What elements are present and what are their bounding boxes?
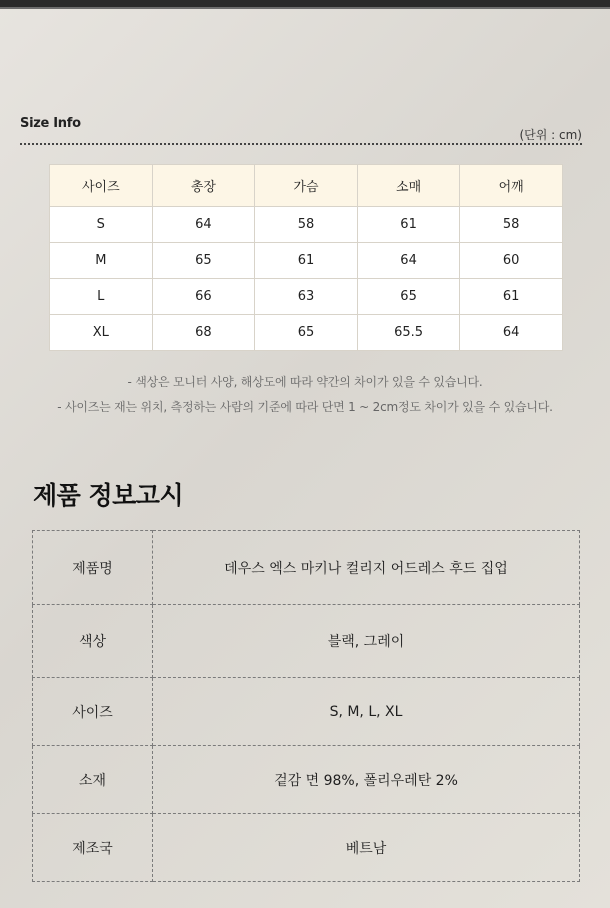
size-table: [49, 164, 563, 351]
size-cell: L: [50, 279, 153, 315]
notice-row: [33, 605, 580, 678]
size-cell: M: [50, 243, 153, 279]
size-cell: 65: [152, 243, 255, 279]
size-cell: 65: [357, 279, 460, 315]
notice-value: 겉감 면 98%, 폴리우레탄 2%: [153, 746, 580, 814]
top-bar: [0, 0, 610, 7]
size-cell: 58: [460, 207, 563, 243]
size-cell: 63: [255, 279, 358, 315]
notice-value: S, M, L, XL: [153, 678, 580, 746]
size-cell: 68: [152, 315, 255, 351]
product-notice-table: [32, 530, 580, 882]
size-table-row: [50, 207, 563, 243]
size-header-cell: 어깨: [460, 165, 563, 207]
size-cell: 61: [357, 207, 460, 243]
notice-row: [33, 531, 580, 605]
size-cell: 58: [255, 207, 358, 243]
size-table-header-row: [50, 165, 563, 207]
notice-row: [33, 678, 580, 746]
notice-label: 색상: [33, 605, 153, 678]
product-notice-title: 제품 정보고시: [33, 481, 184, 510]
size-header-cell: 소매: [357, 165, 460, 207]
dotted-divider: [20, 143, 582, 145]
notice-label: 소재: [33, 746, 153, 814]
size-cell: 60: [460, 243, 563, 279]
top-divider: [0, 7, 610, 9]
notice-value: 데우스 엑스 마키나 컬리지 어드레스 후드 집업: [153, 531, 580, 605]
notice-value: 베트남: [153, 814, 580, 882]
size-info-header: [20, 110, 582, 146]
size-header-cell: 가슴: [255, 165, 358, 207]
size-cell: 65: [255, 315, 358, 351]
notice-row: [33, 814, 580, 882]
note-color: - 색상은 모니터 사양, 해상도에 따라 약간의 차이가 있을 수 있습니다.: [127, 375, 483, 389]
notice-value: 블랙, 그레이: [153, 605, 580, 678]
notice-row: [33, 746, 580, 814]
size-cell: 61: [460, 279, 563, 315]
notice-label: 제품명: [33, 531, 153, 605]
size-info-title: Size Info: [20, 116, 81, 131]
size-cell: 66: [152, 279, 255, 315]
note-size: - 사이즈는 재는 위치, 측정하는 사람의 기준에 따라 단면 1 ~ 2cm정도 차이가 있을 수 있습니다.: [57, 400, 553, 414]
size-cell: XL: [50, 315, 153, 351]
size-unit-label: (단위 : cm): [519, 128, 582, 142]
size-cell: 65.5: [357, 315, 460, 351]
size-table-row: [50, 279, 563, 315]
size-notes: [0, 370, 610, 420]
size-cell: 64: [357, 243, 460, 279]
size-cell: S: [50, 207, 153, 243]
size-cell: 64: [460, 315, 563, 351]
size-header-cell: 사이즈: [50, 165, 153, 207]
size-table-row: [50, 243, 563, 279]
size-table-row: [50, 315, 563, 351]
size-cell: 61: [255, 243, 358, 279]
size-header-cell: 총장: [152, 165, 255, 207]
size-cell: 64: [152, 207, 255, 243]
notice-label: 사이즈: [33, 678, 153, 746]
notice-label: 제조국: [33, 814, 153, 882]
